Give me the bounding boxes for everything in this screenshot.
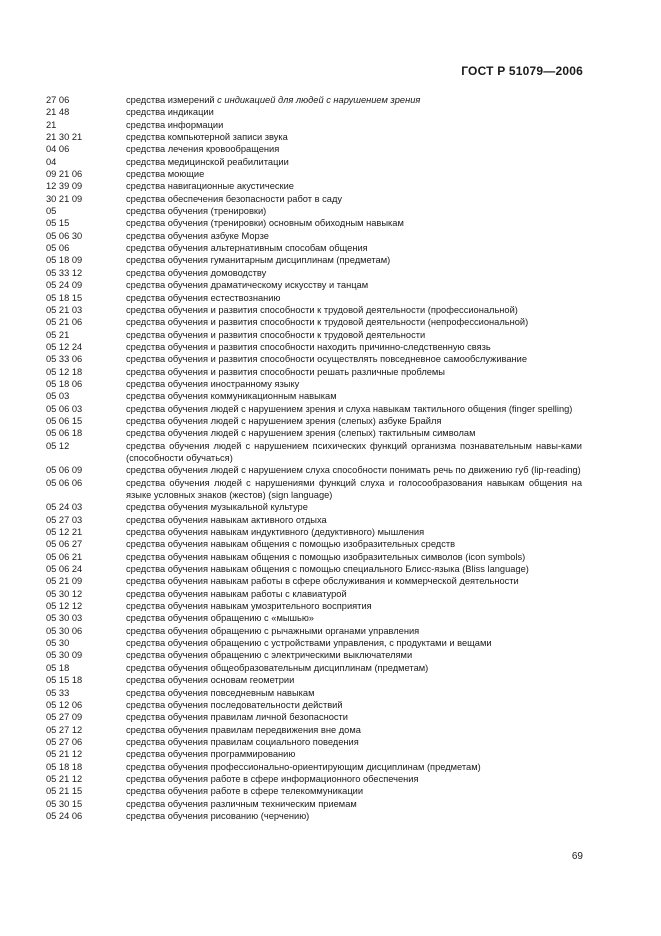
entry-term-text: средства обучения людей с нарушением зрения (слепых) тактильным символам xyxy=(126,428,476,439)
entry-term xyxy=(126,724,582,736)
index-entry xyxy=(46,230,582,242)
entry-code: 05 21 03 xyxy=(46,304,83,315)
index-entry xyxy=(46,106,582,118)
entry-code: 05 15 18 xyxy=(46,675,83,686)
index-entry xyxy=(46,242,582,254)
entry-code: 05 06 09 xyxy=(46,465,83,476)
index-entry xyxy=(46,143,582,155)
entry-term xyxy=(126,415,582,427)
entry-term-text: средства обучения навыкам общения с помощью изобразительных средств xyxy=(126,539,456,550)
entry-code: 05 18 xyxy=(46,662,70,673)
entry-code: 05 12 06 xyxy=(46,699,83,710)
entry-term-text: средства обучения правилам личной безопасности xyxy=(126,712,348,723)
entry-code: 05 24 06 xyxy=(46,810,83,821)
entry-code: 05 12 xyxy=(46,440,70,451)
entry-term xyxy=(126,193,582,205)
entry-term-text: средства моющие xyxy=(126,169,205,180)
entry-term-text: средства обучения навыкам работы с клавиатурой xyxy=(126,588,347,599)
entry-term xyxy=(126,390,582,402)
entry-term xyxy=(126,304,582,316)
entry-code: 04 06 xyxy=(46,144,70,155)
entry-term xyxy=(126,637,582,649)
entry-code: 21 30 21 xyxy=(46,132,83,143)
index-entry xyxy=(46,625,582,637)
entry-term xyxy=(126,526,582,538)
entry-term-text: средства обучения и развития способности к трудовой деятельности xyxy=(126,329,426,340)
entry-term xyxy=(126,106,582,118)
entry-code: 05 06 03 xyxy=(46,403,83,414)
index-entry xyxy=(46,538,582,550)
entry-term-text: средства обучения домоводству xyxy=(126,267,267,278)
entry-code: 05 12 18 xyxy=(46,366,83,377)
index-entry xyxy=(46,773,582,785)
index-entry xyxy=(46,563,582,575)
entry-term xyxy=(126,143,582,155)
entry-term-text: средства обучения профессионально-ориентирующим дисциплинам (предметам) xyxy=(126,761,481,772)
entry-term xyxy=(126,773,582,785)
entry-term-text: средства обучения правилам передвижения вне дома xyxy=(126,724,361,735)
index-entry xyxy=(46,477,582,502)
index-entry xyxy=(46,415,582,427)
entry-term-text: средства обучения работе в сфере телекоммуникации xyxy=(126,786,364,797)
entry-term xyxy=(126,588,582,600)
index-entry xyxy=(46,193,582,205)
entry-term xyxy=(126,761,582,773)
entry-code: 04 xyxy=(46,156,57,167)
index-entry xyxy=(46,329,582,341)
index-entry xyxy=(46,353,582,365)
entry-term-text: средства обучения азбуке Морзе xyxy=(126,230,269,241)
entry-code: 05 21 12 xyxy=(46,749,83,760)
index-entry xyxy=(46,514,582,526)
entry-term-text: средства обучения и развития способности к трудовой деятельности (непрофессиональной) xyxy=(126,317,529,328)
entry-term-text: средства обучения навыкам работы в сфере обслуживания и коммерческой деятельности xyxy=(126,576,519,587)
entry-term xyxy=(126,292,582,304)
entry-term xyxy=(126,798,582,810)
entry-term-text: средства обучения людей с нарушением психических функций организма познавательным навы-ками (способности обучаться) xyxy=(126,440,582,463)
entry-term xyxy=(126,156,582,168)
entry-term xyxy=(126,600,582,612)
entry-term-text: средства обучения драматическому искусству и танцам xyxy=(126,280,369,291)
entry-term-italic: с индикацией для людей с нарушением зрения xyxy=(217,95,421,105)
page-number: 69 xyxy=(571,851,583,862)
entry-term-text: средства обучения иностранному языку xyxy=(126,378,300,389)
entry-code: 05 30 xyxy=(46,638,70,649)
index-entry xyxy=(46,600,582,612)
entry-code: 12 39 09 xyxy=(46,181,83,192)
entry-term xyxy=(126,625,582,637)
entry-term-text: средства обучения навыкам общения с помощью изобразительных символов (icon symbols) xyxy=(126,551,526,562)
entry-term xyxy=(126,254,582,266)
index-entry xyxy=(46,131,582,143)
index-entry xyxy=(46,649,582,661)
index-entry xyxy=(46,699,582,711)
entry-term xyxy=(126,94,582,106)
entry-code: 09 21 06 xyxy=(46,169,83,180)
index-entry xyxy=(46,810,582,822)
entry-code: 21 48 xyxy=(46,107,70,118)
entry-code: 05 03 xyxy=(46,391,70,402)
entry-term xyxy=(126,810,582,822)
index-entry xyxy=(46,254,582,266)
entry-code: 21 xyxy=(46,119,57,130)
entry-term xyxy=(126,699,582,711)
entry-code: 05 06 27 xyxy=(46,539,83,550)
entry-code: 05 30 12 xyxy=(46,588,83,599)
entry-term-text: средства обучения правилам социального поведения xyxy=(126,736,359,747)
entry-term xyxy=(126,563,582,575)
entry-term-text: средства обучения последовательности действий xyxy=(126,699,343,710)
entry-code: 05 21 15 xyxy=(46,786,83,797)
entry-term xyxy=(126,279,582,291)
entry-term-text: средства обучения обращению с «мышью» xyxy=(126,613,314,624)
index-entry xyxy=(46,316,582,328)
entry-term-text: средства обучения обращению с электрическими выключателями xyxy=(126,650,413,661)
index-entry xyxy=(46,736,582,748)
entry-code: 05 30 06 xyxy=(46,625,83,636)
entry-term-text: средства обучения музыкальной культуре xyxy=(126,502,308,513)
entry-code: 05 24 09 xyxy=(46,280,83,291)
entry-term-text: средства обучения рисованию (черчению) xyxy=(126,810,310,821)
entry-term xyxy=(126,180,582,192)
entry-term-text: средства обучения (тренировки) основным обиходным навыкам xyxy=(126,218,404,229)
index-entry xyxy=(46,366,582,378)
entry-term-text: средства обучения людей с нарушением зрения (слепых) азбуке Брайля xyxy=(126,415,442,426)
entry-term xyxy=(126,748,582,760)
index-entry xyxy=(46,662,582,674)
index-entry xyxy=(46,724,582,736)
entry-code: 05 24 03 xyxy=(46,502,83,513)
entry-term-text: средства обучения и развития способности решать различные проблемы xyxy=(126,366,445,377)
entry-term-text: средства обучения навыкам общения с помощью специального Блисс-языка (Bliss language) xyxy=(126,564,529,575)
entry-term-text: средства медицинской реабилитации xyxy=(126,156,289,167)
document-header-standard: ГОСТ Р 51079—2006 xyxy=(461,64,583,78)
entry-term xyxy=(126,736,582,748)
index-entry xyxy=(46,674,582,686)
index-entry xyxy=(46,279,582,291)
index-entry xyxy=(46,637,582,649)
entry-code: 05 27 06 xyxy=(46,736,83,747)
index-entry xyxy=(46,526,582,538)
entry-term xyxy=(126,477,582,502)
entry-term-text: средства обучения общеобразовательным дисциплинам (предметам) xyxy=(126,662,429,673)
index-entry xyxy=(46,292,582,304)
entry-code: 30 21 09 xyxy=(46,193,83,204)
entry-code: 05 27 03 xyxy=(46,514,83,525)
entry-term-text: средства обучения работе в сфере информационного обеспечения xyxy=(126,773,419,784)
entry-term-text: средства обучения программированию xyxy=(126,749,296,760)
entry-term xyxy=(126,551,582,563)
entry-term-text: средства обучения обращению с рычажными органами управления xyxy=(126,625,420,636)
index-entry xyxy=(46,711,582,723)
entry-term xyxy=(126,378,582,390)
index-entry xyxy=(46,341,582,353)
entry-code: 05 06 xyxy=(46,243,70,254)
entry-term-text: средства обучения и развития способности к трудовой деятельности (профессиональной) xyxy=(126,304,518,315)
entry-code: 05 18 15 xyxy=(46,292,83,303)
entry-code: 05 27 09 xyxy=(46,712,83,723)
entry-term xyxy=(126,267,582,279)
entry-term xyxy=(126,464,582,476)
entry-term xyxy=(126,440,582,465)
entry-code: 05 06 15 xyxy=(46,415,83,426)
entry-term-text: средства индикации xyxy=(126,107,214,118)
entry-term xyxy=(126,501,582,513)
entry-code: 05 06 30 xyxy=(46,230,83,241)
entry-term xyxy=(126,662,582,674)
index-entry xyxy=(46,785,582,797)
entry-term xyxy=(126,131,582,143)
index-entry xyxy=(46,798,582,810)
index-entry xyxy=(46,687,582,699)
entry-term-text: средства обучения людей с нарушением зрения и слуха навыкам тактильного общения (finger spelling) xyxy=(126,403,573,414)
index-entry xyxy=(46,267,582,279)
entry-code: 05 33 06 xyxy=(46,354,83,365)
entry-code: 05 06 06 xyxy=(46,477,83,488)
entry-term xyxy=(126,366,582,378)
entry-code: 05 12 12 xyxy=(46,601,83,612)
entry-term xyxy=(126,785,582,797)
entry-term-text: средства обучения навыкам индуктивного (дедуктивного) мышления xyxy=(126,527,425,538)
entry-term xyxy=(126,217,582,229)
entry-term xyxy=(126,674,582,686)
entry-code: 05 21 06 xyxy=(46,317,83,328)
entry-code: 05 27 12 xyxy=(46,724,83,735)
index-entry xyxy=(46,761,582,773)
entry-code: 05 06 18 xyxy=(46,428,83,439)
entry-term-text: средства обучения и развития способности находить причинно-следственную связь xyxy=(126,341,491,352)
index-entry xyxy=(46,217,582,229)
entry-code: 05 33 12 xyxy=(46,267,83,278)
index-entry xyxy=(46,205,582,217)
entry-term xyxy=(126,242,582,254)
index-entry xyxy=(46,464,582,476)
entry-term-text: средства обучения различным техническим приемам xyxy=(126,798,357,809)
entry-term xyxy=(126,168,582,180)
entry-code: 05 15 xyxy=(46,218,70,229)
entry-term xyxy=(126,538,582,550)
entry-code: 05 xyxy=(46,206,57,217)
entry-term-text: средства обучения людей с нарушениями функций слуха и голосообразования навыкам общения на языке условных знаков (жестов) (sign language) xyxy=(126,477,582,500)
entry-code: 05 30 15 xyxy=(46,798,83,809)
entry-term-text: средства измерений xyxy=(126,95,218,105)
index-entry xyxy=(46,427,582,439)
entry-code: 05 06 21 xyxy=(46,551,83,562)
entry-term xyxy=(126,575,582,587)
entry-term-text: средства обучения и развития способности осуществлять повседневное самообслуживание xyxy=(126,354,528,365)
entry-term xyxy=(126,649,582,661)
entry-term xyxy=(126,427,582,439)
entry-term-text: средства обучения обращению с устройствами управления, с продуктами и вещами xyxy=(126,638,492,649)
index-entry xyxy=(46,168,582,180)
entry-code: 05 18 09 xyxy=(46,255,83,266)
entry-term-text: средства навигационные акустические xyxy=(126,181,294,192)
entry-term-text: средства обучения гуманитарным дисциплинам (предметам) xyxy=(126,255,391,266)
index-list xyxy=(46,94,582,822)
index-entry xyxy=(46,119,582,131)
index-entry xyxy=(46,156,582,168)
entry-term xyxy=(126,514,582,526)
entry-code: 05 33 xyxy=(46,687,70,698)
index-entry xyxy=(46,588,582,600)
index-entry xyxy=(46,501,582,513)
entry-term-text: средства обучения людей с нарушением слуха способности понимать речь по движению губ (lip-reading) xyxy=(126,465,581,476)
entry-term xyxy=(126,687,582,699)
index-entry xyxy=(46,440,582,465)
index-entry xyxy=(46,575,582,587)
index-entry xyxy=(46,612,582,624)
index-entry xyxy=(46,390,582,402)
entry-code: 05 21 xyxy=(46,329,70,340)
index-entry xyxy=(46,94,582,106)
entry-term-text: средства информации xyxy=(126,119,224,130)
entry-code: 27 06 xyxy=(46,95,70,105)
entry-term-text: средства обучения естествознанию xyxy=(126,292,281,303)
entry-code: 05 12 24 xyxy=(46,341,83,352)
index-entry xyxy=(46,403,582,415)
index-entry xyxy=(46,748,582,760)
entry-term-text: средства обучения (тренировки) xyxy=(126,206,267,217)
index-entry xyxy=(46,551,582,563)
index-entry xyxy=(46,378,582,390)
index-entry xyxy=(46,180,582,192)
entry-term xyxy=(126,341,582,353)
entry-term-text: средства обеспечения безопасности работ в саду xyxy=(126,193,343,204)
entry-code: 05 21 09 xyxy=(46,576,83,587)
entry-term xyxy=(126,119,582,131)
entry-term-text: средства компьютерной записи звука xyxy=(126,132,288,143)
entry-code: 05 18 06 xyxy=(46,378,83,389)
entry-term xyxy=(126,205,582,217)
entry-term-text: средства обучения альтернативным способам общения xyxy=(126,243,368,254)
entry-term-text: средства обучения основам геометрии xyxy=(126,675,295,686)
entry-term xyxy=(126,353,582,365)
entry-code: 05 06 24 xyxy=(46,564,83,575)
entry-term xyxy=(126,329,582,341)
entry-code: 05 18 18 xyxy=(46,761,83,772)
entry-term xyxy=(126,316,582,328)
entry-term xyxy=(126,230,582,242)
index-entry xyxy=(46,304,582,316)
entry-term-text: средства лечения кровообращения xyxy=(126,144,280,155)
entry-code: 05 21 12 xyxy=(46,773,83,784)
entry-term-text: средства обучения навыкам умозрительного восприятия xyxy=(126,601,372,612)
entry-term xyxy=(126,612,582,624)
entry-term xyxy=(126,403,582,415)
entry-term-text: средства обучения коммуникационным навыкам xyxy=(126,391,337,402)
entry-code: 05 12 21 xyxy=(46,527,83,538)
entry-term-text: средства обучения навыкам активного отдыха xyxy=(126,514,327,525)
entry-code: 05 30 03 xyxy=(46,613,83,624)
entry-term xyxy=(126,711,582,723)
entry-code: 05 30 09 xyxy=(46,650,83,661)
entry-term-text: средства обучения повседневным навыкам xyxy=(126,687,315,698)
